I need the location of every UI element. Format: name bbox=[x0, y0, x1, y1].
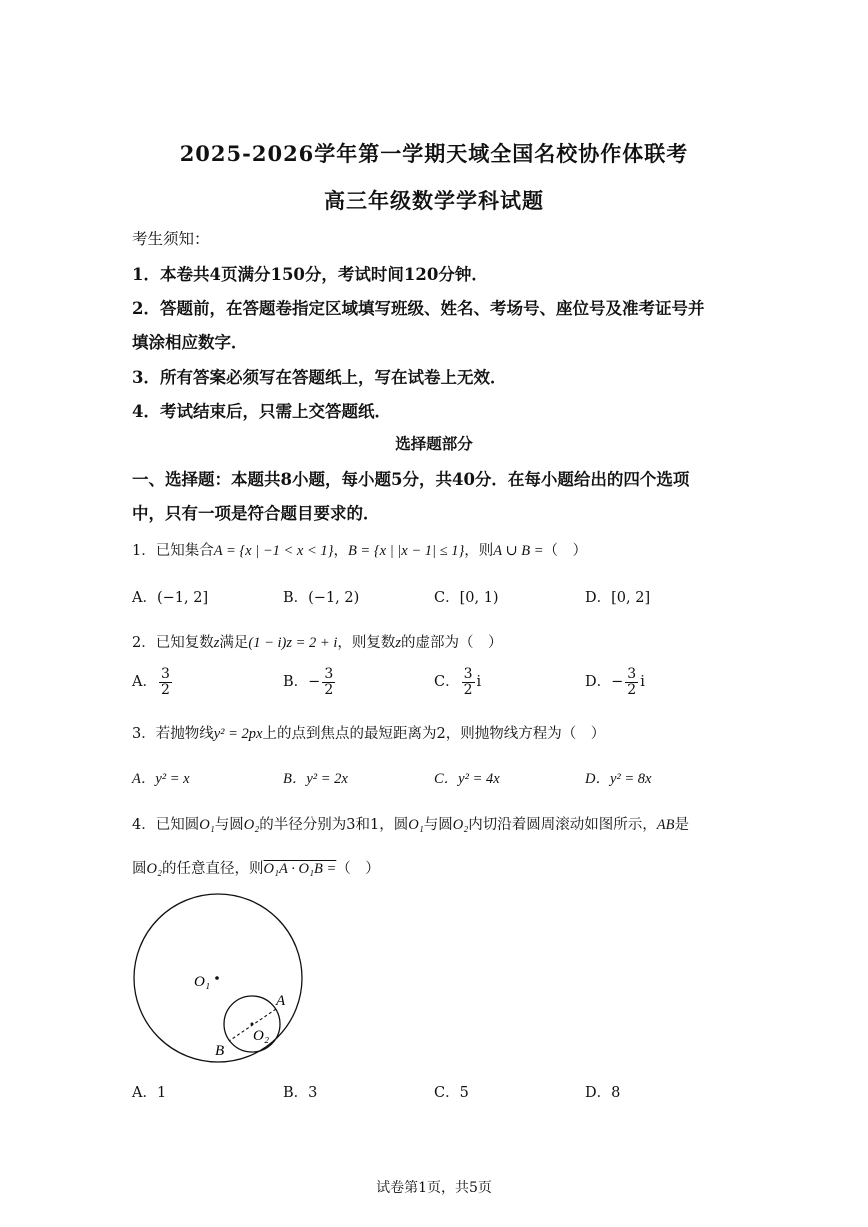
q2-mid: 满足 bbox=[219, 635, 249, 651]
exam-title: 2025-2026学年第一学期天域全国名校协作体联考 bbox=[179, 141, 689, 166]
q2-mid2: ，则复数 bbox=[337, 635, 396, 651]
q4-text-b: 与圆 bbox=[214, 817, 244, 833]
q1-expr: A ∪ B = bbox=[493, 543, 544, 559]
page-footer: 试卷第1页，共5页 bbox=[376, 1180, 492, 1196]
q4-text-e: 内切沿着圆周滚动如图所示， bbox=[468, 817, 657, 833]
q4-dot-expr: O₁A · O₁B = bbox=[263, 861, 337, 877]
q2-option-d[interactable] bbox=[585, 667, 645, 697]
section-instruction-1: 一、选择题：本题共8小题，每小题5分，共40分．在每小题给出的四个选项 bbox=[132, 470, 690, 489]
q3-option-a[interactable]: A．y² = x bbox=[132, 771, 190, 787]
notice-item-3: 3．所有答案必须写在答题纸上，写在试卷上无效． bbox=[132, 368, 507, 387]
q2-option-c-fraction: $\frac{3}{2}$ bbox=[463, 666, 473, 698]
q4-text-h: 的任意直径，则 bbox=[162, 861, 264, 877]
q2-option-a-fraction: $\frac{3}{2}$ bbox=[160, 666, 170, 698]
q1-set-a: A = {x | −1 < x < 1} bbox=[213, 543, 334, 559]
notice-heading: 考生须知： bbox=[132, 230, 210, 248]
question-4-line-1 bbox=[132, 813, 689, 834]
q2-option-c-unit: i bbox=[476, 674, 482, 691]
q2-suffix: 的虚部为（ ） bbox=[401, 635, 503, 651]
q2-option-d-fraction: $\frac{3}{2}$ bbox=[627, 666, 637, 698]
q3-eq: y² = 2px bbox=[213, 726, 263, 742]
q1-option-c[interactable]: C．[0, 1) bbox=[434, 590, 499, 606]
question-3 bbox=[132, 722, 605, 743]
q3-option-b[interactable]: B．y² = 2x bbox=[283, 771, 348, 787]
q2-option-c[interactable] bbox=[434, 667, 481, 697]
q4-circles-figure bbox=[126, 892, 316, 1070]
q2-option-a-label: A． bbox=[132, 674, 157, 691]
exam-subtitle: 高三年级数学学科试题 bbox=[324, 188, 544, 213]
q4-option-a[interactable]: A．1 bbox=[132, 1085, 167, 1101]
q2-option-d-label: D． bbox=[585, 674, 612, 691]
q1-option-a[interactable]: A．(−1, 2] bbox=[132, 590, 209, 606]
q3-option-c[interactable]: C．y² = 4x bbox=[434, 771, 500, 787]
question-2 bbox=[132, 631, 503, 652]
notice-item-4: 4．考试结束后，只需上交答题纸． bbox=[132, 402, 391, 421]
center-o2-dot bbox=[251, 1023, 254, 1026]
q4-text-d: 与圆 bbox=[423, 817, 453, 833]
q4-o2: O₂ bbox=[243, 817, 260, 833]
q1-set-b: B = {x | |x − 1| ≤ 1} bbox=[347, 543, 465, 559]
q3-option-d[interactable]: D．y² = 8x bbox=[585, 771, 652, 787]
q1-prefix: 1．已知集合 bbox=[132, 543, 214, 559]
section-instruction-2: 中，只有一项是符合题目要求的． bbox=[132, 504, 380, 523]
question-4-line-2 bbox=[132, 857, 380, 878]
q2-option-d-unit: i bbox=[640, 674, 645, 691]
q4-text-f: 是 bbox=[674, 817, 689, 833]
q3-suffix: 上的点到焦点的最短距离为2，则抛物线方程为（ ） bbox=[262, 726, 606, 742]
q4-option-c[interactable]: C．5 bbox=[434, 1085, 469, 1101]
q2-prefix: 2．已知复数 bbox=[132, 635, 214, 651]
notice-item-2-cont: 填涂相应数字． bbox=[132, 333, 248, 352]
q2-option-d-sign: − bbox=[611, 674, 624, 691]
q2-eq: (1 − i)z = 2 + i bbox=[248, 635, 338, 651]
label-o1: O₁ bbox=[194, 974, 211, 990]
label-a: A bbox=[276, 993, 286, 1009]
q2-option-b-label: B． bbox=[283, 674, 309, 691]
q4-paren: （ ） bbox=[336, 861, 380, 877]
q2-option-a[interactable] bbox=[132, 667, 174, 697]
label-o2: O₂ bbox=[253, 1028, 270, 1044]
q4-o2-b: O₂ bbox=[452, 817, 469, 833]
q4-text-a: 4．已知圆 bbox=[132, 817, 200, 833]
q2-var: z bbox=[213, 635, 220, 651]
q1-option-b[interactable]: B．(−1, 2) bbox=[283, 590, 360, 606]
q4-text-c: 的半径分别为3和1，圆 bbox=[259, 817, 409, 833]
q4-text-g: 圆 bbox=[132, 861, 147, 877]
center-o1-dot bbox=[215, 976, 219, 980]
q2-var2: z bbox=[395, 635, 402, 651]
q2-option-b[interactable] bbox=[283, 667, 337, 697]
notice-item-2: 2．答题前，在答题卷指定区域填写班级、姓名、考场号、座位号及准考证号并 bbox=[132, 299, 705, 318]
q4-ab: AB bbox=[656, 817, 675, 833]
q4-o2-c: O₂ bbox=[146, 861, 163, 877]
q2-option-c-label: C． bbox=[434, 674, 460, 691]
q4-o1-b: O₁ bbox=[408, 817, 424, 833]
q1-option-d[interactable]: D．[0, 2] bbox=[585, 590, 651, 606]
notice-item-1: 1．本卷共4页满分150分，考试时间120分钟． bbox=[132, 265, 488, 284]
section-title: 选择题部分 bbox=[395, 434, 473, 453]
q4-o1: O₁ bbox=[199, 817, 215, 833]
q1-sep: ， bbox=[333, 543, 348, 559]
q2-option-b-sign: − bbox=[308, 674, 321, 691]
question-1 bbox=[132, 539, 587, 560]
q1-paren: （ ） bbox=[543, 543, 588, 559]
q4-option-d[interactable]: D．8 bbox=[585, 1085, 621, 1101]
q2-option-b-fraction: $\frac{3}{2}$ bbox=[324, 666, 334, 698]
q3-prefix: 3．若抛物线 bbox=[132, 726, 214, 742]
label-b: B bbox=[215, 1043, 225, 1059]
q4-option-b[interactable]: B．3 bbox=[283, 1085, 318, 1101]
q1-mid: ，则 bbox=[464, 543, 494, 559]
